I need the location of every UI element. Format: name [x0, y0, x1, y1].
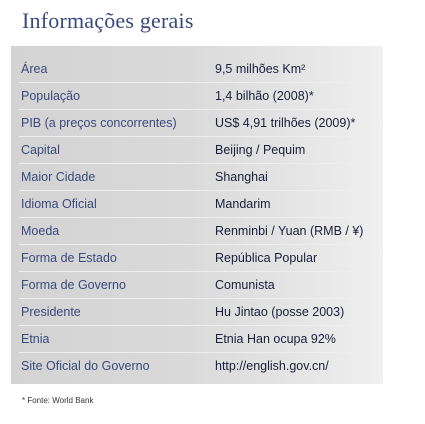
row-value: http://english.gov.cn/ — [215, 359, 329, 373]
row-label: Forma de Estado — [21, 251, 117, 265]
row-value: Shanghai — [215, 170, 268, 184]
table-row-area — [19, 56, 369, 83]
row-value: 1,4 bilhão (2008)* — [215, 89, 314, 103]
table-row-government-form — [19, 272, 369, 299]
row-label: Presidente — [21, 305, 81, 319]
row-value: Mandarim — [215, 197, 271, 211]
row-value: Comunista — [215, 278, 275, 292]
row-label: Capital — [21, 143, 60, 157]
table-row-currency — [19, 218, 369, 245]
row-value: US$ 4,91 trilhões (2009)* — [215, 116, 356, 130]
row-value: 9,5 milhões Km² — [215, 62, 306, 76]
table-row-ethnicity — [19, 326, 369, 353]
row-label: População — [21, 89, 81, 103]
row-value: Hu Jintao (posse 2003) — [215, 305, 345, 319]
row-label: PIB (a preços concorrentes) — [21, 116, 177, 130]
table-row-largest-city — [19, 164, 369, 191]
row-label: Site Oficial do Governo — [21, 359, 150, 373]
row-value: República Popular — [215, 251, 318, 265]
row-label: Etnia — [21, 332, 50, 346]
row-label: Moeda — [21, 224, 60, 238]
table-row-language — [19, 191, 369, 218]
row-label: Forma de Governo — [21, 278, 126, 292]
table-row-population — [19, 83, 369, 110]
table-row-official-site — [19, 353, 369, 379]
table-row-capital — [19, 137, 369, 164]
table-row-president — [19, 299, 369, 326]
source-footnote: * Fonte: World Bank — [22, 396, 94, 405]
row-label: Maior Cidade — [21, 170, 96, 184]
row-value: Renminbi / Yuan (RMB / ¥) — [215, 224, 364, 238]
row-label: Idioma Oficial — [21, 197, 97, 211]
table-row-gdp — [19, 110, 369, 137]
page-title: Informações gerais — [22, 8, 194, 33]
row-value: Beijing / Pequim — [215, 143, 306, 157]
table-row-state-form — [19, 245, 369, 272]
row-label: Área — [21, 62, 48, 76]
info-table — [11, 46, 383, 384]
row-value: Etnia Han ocupa 92% — [215, 332, 336, 346]
